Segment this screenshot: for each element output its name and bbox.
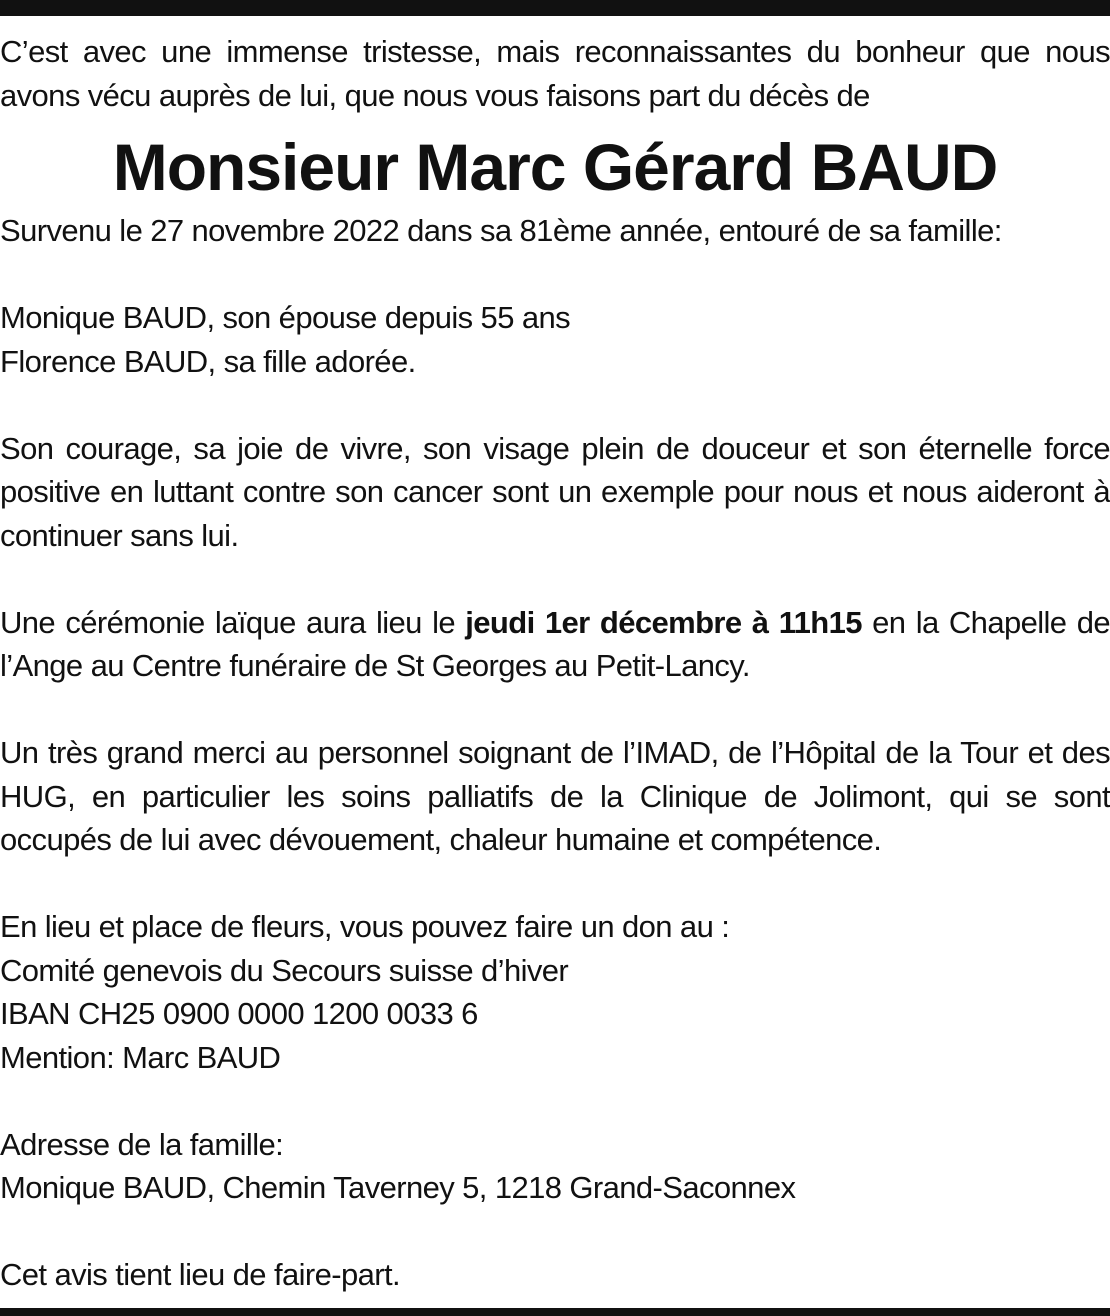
ceremony-paragraph [0,601,1110,688]
ceremony-date-time: jeudi 1er décembre à 11h15 [465,604,862,640]
spacer [0,688,1110,732]
spacer [0,862,1110,906]
spacer [0,253,1110,297]
thanks-paragraph: Un très grand merci au personnel soignant de l’IMAD, de l’Hôpital de la Tour et des HUG, en particulier les soins palliatifs de la Clinique de Jolimont, qui se sont occupés de lui avec dévouement, chaleur humaine et compétence. [0,735,1110,857]
address-label: Adresse de la famille: [0,1126,284,1162]
tribute-paragraph: Son courage, sa joie de vivre, son visage plein de douceur et son éternelle force positive en luttant contre son cancer sont un exemple pour nous et nous aideront à continuer sans lui. [0,430,1110,553]
donation-block [0,905,1110,1079]
death-date-line: Survenu le 27 novembre 2022 dans sa 81ème année, entouré de sa famille: [0,213,1002,248]
donation-mention: Mention: Marc BAUD [0,1039,281,1075]
ceremony-text-before: Une cérémonie laïque aura lieu le [0,604,455,640]
address-block [0,1123,1110,1210]
ceremony-text-after: en la Chapelle de l’Ange au Centre funéraire de St Georges au Petit-Lancy. [0,604,1110,683]
family-member-spouse: Monique BAUD, son épouse depuis 55 ans [0,300,571,335]
spacer [0,1210,1110,1254]
obituary-notice [0,30,1110,1297]
donation-recipient: Comité genevois du Secours suisse d’hiver [0,952,569,988]
family-member-daughter: Florence BAUD, sa fille adorée. [0,343,416,379]
closing-line: Cet avis tient lieu de faire-part. [0,1257,401,1292]
spacer [0,383,1110,427]
intro-paragraph: C’est avec une immense tristesse, mais reconnaissantes du bonheur que nous avons vécu auprès de lui, que nous vous faisons part du décès de [0,34,1110,113]
spacer [0,557,1110,601]
donation-intro: En lieu et place de fleurs, vous pouvez faire un don au : [0,909,730,944]
donation-iban: IBAN CH25 0900 0000 1200 0033 6 [0,996,478,1031]
top-border-rule [0,0,1110,16]
spacer [0,1079,1110,1123]
bottom-border-rule [0,1308,1110,1316]
deceased-name: Monsieur Marc Gérard BAUD [112,130,998,204]
address-line: Monique BAUD, Chemin Taverney 5, 1218 Grand-Saconnex [0,1170,796,1205]
family-list [0,296,1110,383]
